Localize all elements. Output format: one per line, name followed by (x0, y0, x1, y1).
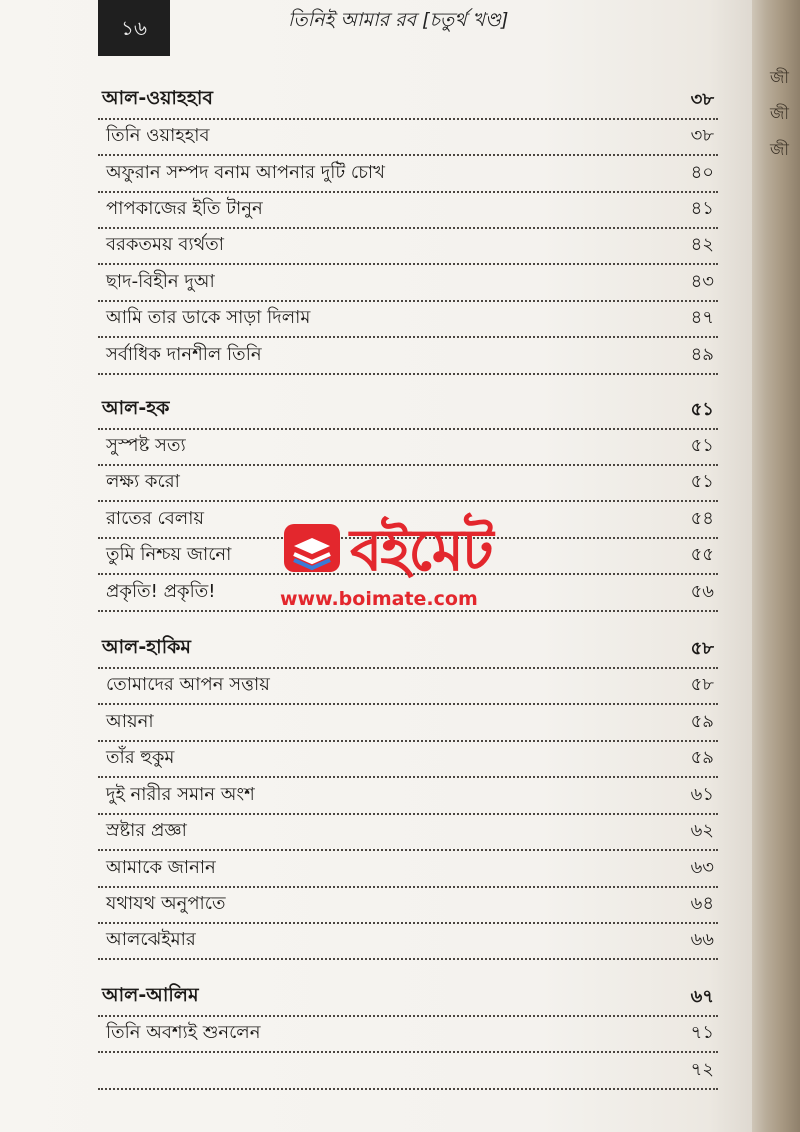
toc-entry-page: ৬২ (690, 820, 714, 841)
toc-entry-title: পাপকাজের ইতি টানুন (106, 198, 263, 219)
toc-entry-title: দুই নারীর সমান অংশ (106, 784, 255, 805)
toc-entry-page: ৪৩ (690, 271, 714, 292)
toc-entry-title: আল-আলিম (102, 984, 199, 1006)
toc-section-heading (98, 981, 718, 1017)
dotted-leader (98, 154, 718, 156)
toc-entry (98, 852, 718, 888)
toc-entry-title: সর্বাধিক দানশীল তিনি (106, 344, 262, 365)
toc-entry-page: ৫৯ (690, 747, 714, 768)
toc-entry (98, 669, 718, 705)
dotted-leader (98, 849, 718, 851)
toc-entry-title: রাতের বেলায় (106, 508, 205, 529)
toc-entry-page: ৬৩ (690, 857, 714, 878)
toc-entry (98, 924, 718, 960)
watermark-url: www.boimate.com (280, 588, 478, 610)
toc-entry-page: ৪৭ (690, 307, 714, 328)
toc-entry-title: তিনি অবশ্যই শুনলেন (106, 1022, 261, 1043)
toc-entry-title: তিনি ওয়াহহাব (106, 125, 210, 146)
book-title: তিনিই আমার রব [চতুর্থ খণ্ড] (288, 9, 509, 31)
toc-entry-page: ৬৪ (690, 893, 714, 914)
toc-entry-title: তোমাদের আপন সত্তায় (106, 674, 270, 695)
toc-entry-page: ৪১ (690, 198, 714, 219)
toc-entry-page: ৬৬ (690, 929, 714, 950)
toc-entry-title: প্রকৃতি! প্রকৃতি! (106, 581, 216, 602)
toc-entry-page: ৫৮ (690, 638, 714, 659)
toc-entry-title: আমাকে জানান (106, 857, 216, 878)
toc-entry-page: ৫৪ (690, 508, 714, 529)
toc-entry (98, 1054, 718, 1090)
spine-text (770, 60, 800, 168)
toc-entry (98, 157, 718, 193)
toc-entry-page: ৩৮ (690, 125, 714, 146)
toc-entry (98, 302, 718, 338)
toc-entry-title: আয়না (106, 711, 154, 732)
toc-entry-page: ৭১ (690, 1022, 714, 1043)
page-header (98, 0, 698, 56)
toc-entry-title: আলঝেইমার (106, 929, 196, 950)
page-number: ১৬ (98, 0, 170, 56)
dotted-leader (98, 263, 718, 265)
toc-entry (98, 888, 718, 924)
dotted-leader (98, 1051, 718, 1053)
toc-entry-title: আল-ওয়াহহাব (102, 87, 213, 109)
toc-entry (98, 193, 718, 229)
spine-char: জী (770, 104, 789, 123)
spine-char: জী (770, 140, 789, 159)
toc-entry-page: ৫৫ (690, 544, 714, 565)
toc-entry-page: ৫৬ (690, 581, 714, 602)
toc-entry (98, 266, 718, 302)
toc-entry-title: তাঁর হুকুম (106, 747, 175, 768)
toc-entry-page: ৭২ (690, 1059, 714, 1080)
dotted-leader (98, 703, 718, 705)
toc-entry-page: ৫৯ (690, 711, 714, 732)
toc-entry (98, 229, 718, 265)
dotted-leader (98, 500, 718, 502)
toc-entry (98, 779, 718, 815)
toc-entry-title: বরকতময় ব্যর্থতা (106, 234, 224, 255)
toc-entry-page: ৪২ (690, 234, 714, 255)
toc-entry (98, 120, 718, 156)
toc-entry-title: সুস্পষ্ট সত্য (106, 435, 186, 456)
toc-entry-title: যথাযথ অনুপাতে (106, 893, 226, 914)
toc-entry (98, 466, 718, 502)
toc-entry (98, 1017, 718, 1053)
dotted-leader (98, 1088, 718, 1090)
toc-entry (98, 430, 718, 466)
dotted-leader (98, 336, 718, 338)
toc-entry-page: ৬৭ (690, 986, 714, 1007)
toc-entry-page: ৪০ (690, 162, 714, 183)
toc-entry-title: স্রষ্টার প্রজ্ঞা (106, 820, 187, 841)
toc-entry-page: ৫৮ (690, 674, 714, 695)
toc-entry-page: ৫১ (690, 399, 714, 420)
toc-entry (98, 706, 718, 742)
dotted-leader (98, 373, 718, 375)
toc-entry-page: ৪৯ (690, 344, 714, 365)
dotted-leader (98, 958, 718, 960)
toc-entry-title: তুমি নিশ্চয় জানো (106, 544, 232, 565)
watermark (280, 510, 520, 610)
toc-entry-title: আমি তার ডাকে সাড়া দিলাম (106, 307, 311, 328)
toc-entry-title: ছাদ-বিহীন দুআ (106, 271, 215, 292)
toc-entry-title: অফুরান সম্পদ বনাম আপনার দুটি চোখ (106, 162, 385, 183)
toc-section-heading (98, 394, 718, 430)
dotted-leader (98, 610, 718, 612)
toc-entry-title: লক্ষ্য করো (106, 471, 180, 492)
toc-entry (98, 815, 718, 851)
toc-entry-page: ৫১ (690, 471, 714, 492)
toc-entry (98, 339, 718, 375)
dotted-leader (98, 776, 718, 778)
toc-entry-page: ৬১ (690, 784, 714, 805)
toc-entry-page: ৩৮ (690, 89, 714, 110)
toc-entry-page: ৫১ (690, 435, 714, 456)
toc-section-heading (98, 84, 718, 120)
book-stack-icon (280, 516, 344, 580)
book-spine (752, 0, 800, 1132)
toc-entry-title: আল-হক (102, 397, 170, 419)
toc-entry (98, 742, 718, 778)
watermark-brand: বইমেট (350, 516, 492, 584)
toc-entry-title: আল-হাকিম (102, 636, 191, 658)
spine-char: জী (770, 68, 789, 87)
toc-section-heading (98, 633, 718, 669)
